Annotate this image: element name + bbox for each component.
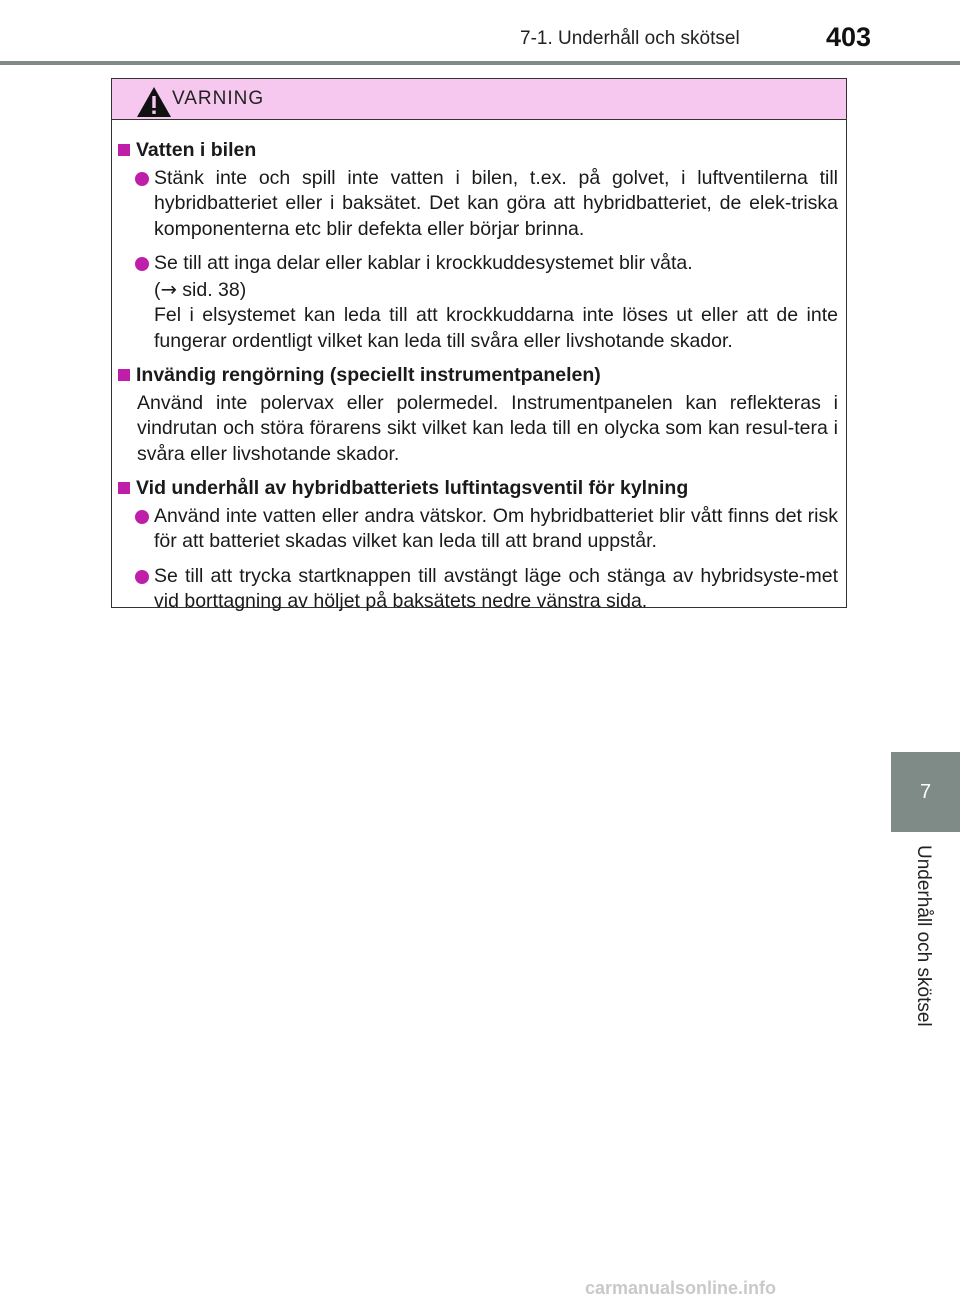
section-heading [118,476,838,502]
list-item [135,564,838,615]
section-heading [118,363,838,389]
section-heading [118,138,838,164]
reference-text: sid. 38) [182,278,247,301]
square-bullet-icon [118,144,130,156]
section-heading-text: Vid underhåll av hybridbatteriets luftintagsventil för kylning [136,477,689,499]
bullet-text: Se till att inga delar eller kablar i krockkuddesystemet blir våta. [154,252,693,274]
section-interior-cleaning [118,363,838,467]
warning-box [111,78,847,612]
bullet-text: Se till att trycka startknappen till avstängt läge och stänga av hybridsyste-met vid borttagning av höljet på baksätets nedre vänstra sida. [154,564,838,612]
chapter-tab-label: Underhåll och skötsel [913,845,934,1027]
list-item [135,504,838,555]
chapter-tab[interactable] [891,752,960,832]
square-bullet-icon [118,369,130,381]
bullet-text-block [154,251,838,354]
list-item [135,251,838,354]
bullet-text: Stänk inte och spill inte vatten i bilen, t.ex. på golvet, i luftventilerna till hybridbatteriet eller i baksätet. Det kan göra att hybridbatteriet, de elek-triska komponenterna etc blir defekta eller börjar brinna. [154,166,838,240]
warning-title: VARNING [172,88,265,109]
warning-body [112,120,846,615]
page-reference[interactable] [154,277,838,304]
square-bullet-icon [118,482,130,494]
round-bullet-icon [135,257,149,271]
header-rule [0,61,960,65]
arrow-right-icon: → [160,277,177,301]
warning-triangle-icon [136,86,172,118]
bullet-text: Använd inte vatten eller andra vätskor. Om hybridbatteriet blir vått finns det risk för att batteriet skadas vilket kan leda till att brand uppstår. [154,504,838,552]
round-bullet-icon [135,570,149,584]
page-number: 403 [826,22,872,52]
reference-open-paren: ( [154,278,161,301]
chapter-title: 7-1. Underhåll och skötsel [520,28,740,49]
warning-header [112,79,846,120]
round-bullet-icon [135,172,149,186]
section-text: Använd inte polervax eller polermedel. Instrumentpanelen kan reflekteras i vindrutan och störa förarens sikt vilket kan leda till en olycka som kan resul-tera i svåra eller livshotande skador. [137,391,838,465]
chapter-tab-number: 7 [919,780,932,803]
bullet-continuation: Fel i elsystemet kan leda till att krockkuddarna inte löses ut eller att de inte fungerar ordentligt vilket kan leda till svåra eller livshotande skador. [154,304,838,352]
section-heading-text: Invändig rengörning (speciellt instrumentpanelen) [136,364,601,386]
list-item [135,166,838,243]
section-battery-intake [118,476,838,615]
section-heading-text: Vatten i bilen [136,139,257,161]
watermark: carmanualsonline.info [585,1278,777,1298]
round-bullet-icon [135,510,149,524]
section-water [118,138,838,354]
